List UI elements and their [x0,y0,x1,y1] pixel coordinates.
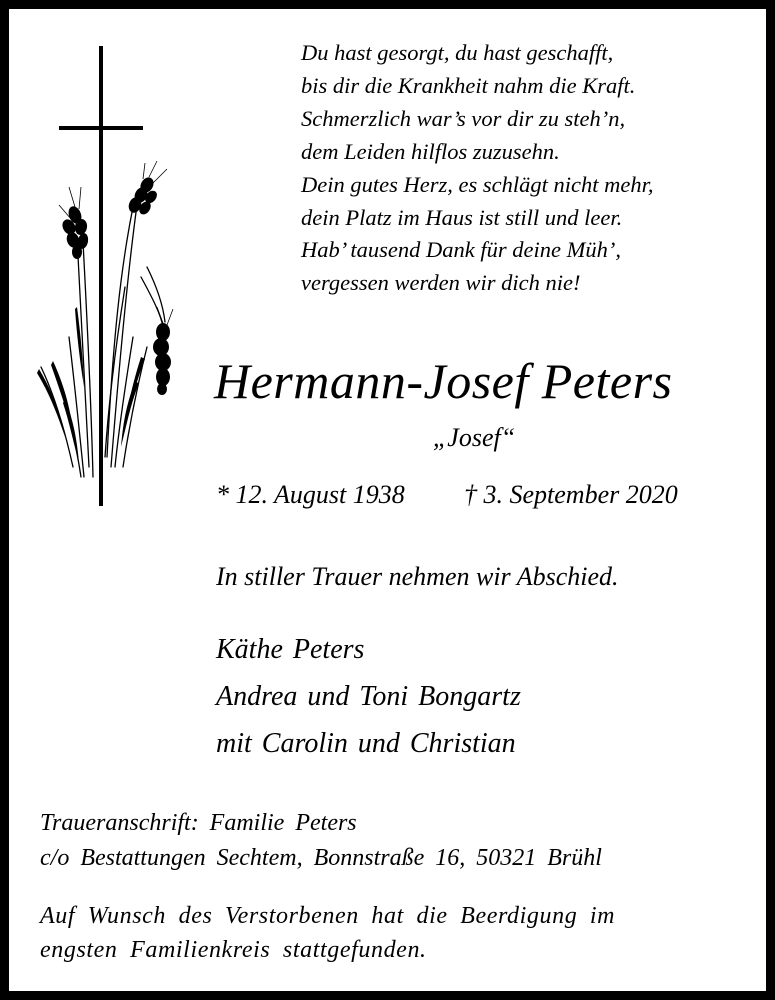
deceased-name: Hermann-Josef Peters [214,353,673,409]
poem-line: Hab’ tausend Dank für deine Müh’, [301,237,621,263]
mourner-name: mit Carolin und Christian [216,728,516,759]
note-line: engsten Familienkreis stattgefunden. [40,937,427,963]
memorial-poem [301,37,771,300]
poem-line: Du hast gesorgt, du hast geschafft, [301,40,614,65]
wheat-ear-hanging [153,323,171,395]
birth-date: * 12. August 1938 [216,480,405,509]
poem-line: dem Leiden hilflos zuzusehn. [301,138,560,164]
poem-line: Schmerzlich war’s vor dir zu steh’n, [301,105,626,131]
funeral-note [40,899,615,967]
poem-line: dein Platz im Haus ist still und leer. [301,204,623,230]
mourners-list [216,626,521,767]
farewell-text: In stiller Trauer nehmen wir Abschied. [216,562,619,591]
address-line: Traueranschrift: Familie Peters [40,810,357,836]
mourning-address [40,806,602,876]
death-date: † 3. September 2020 [464,480,678,509]
wheat-ear-left [60,204,90,259]
address-line: c/o Bestattungen Sechtem, Bonnstraße 16, 50321 Brühl [40,845,602,871]
note-line: Auf Wunsch des Verstorbenen hat die Beerdigung im [40,903,616,929]
poem-line: bis dir die Krankheit nahm die Kraft. [301,72,636,98]
mourner-name: Käthe Peters [216,634,365,665]
cross-horizontal-bar [59,126,143,130]
poem-line: vergessen werden wir dich nie! [301,270,581,296]
deceased-nickname: „Josef“ [432,423,516,452]
poem-line: Dein gutes Herz, es schlägt nicht mehr, [301,171,654,197]
mourner-name: Andrea und Toni Bongartz [216,681,521,712]
